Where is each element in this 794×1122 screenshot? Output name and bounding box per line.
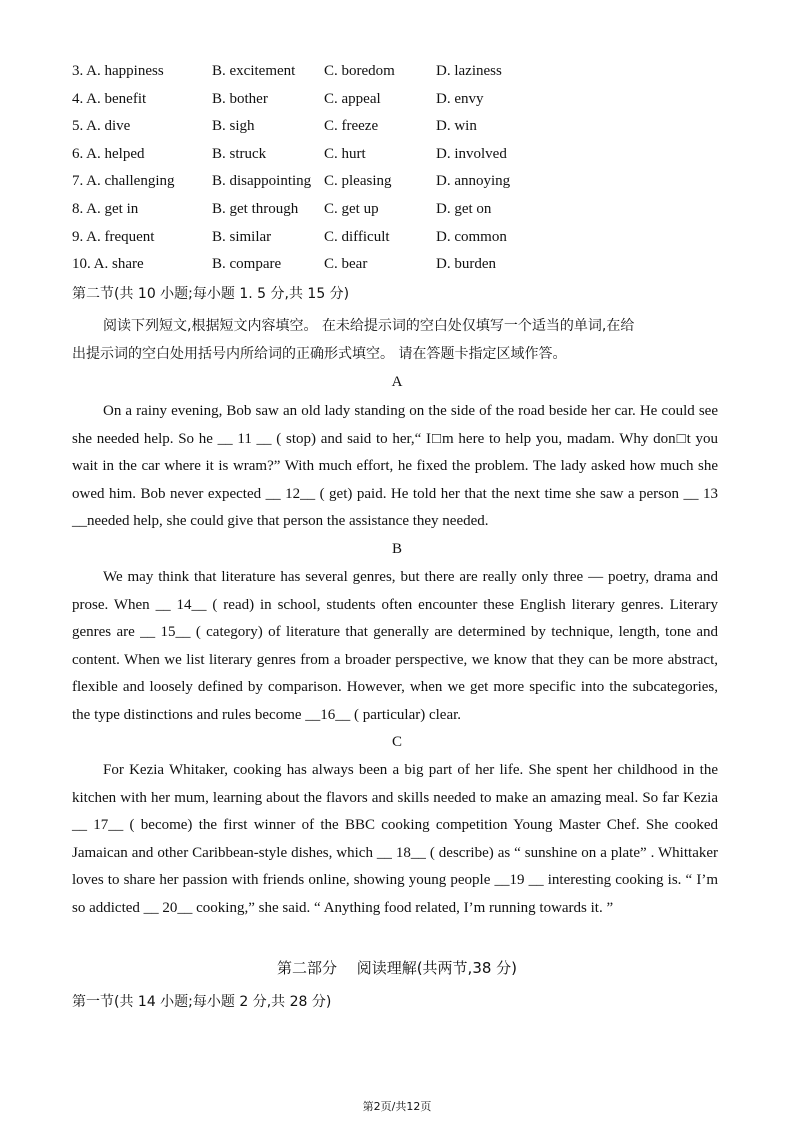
option-a: 5. A. dive	[72, 118, 131, 135]
option-b: B. bother	[212, 90, 268, 107]
passage-b-label: B	[391, 541, 402, 557]
section-header: 第二节(共 10 小题;每小题 1. 5 分,共 15 分)	[72, 286, 350, 302]
page-number: 第2页/共12页	[362, 1100, 432, 1113]
passage-a	[72, 398, 718, 536]
instructions-line-2: 出提示词的空白处用括号内所给词的正确形式填空。 请在答题卡指定区域作答。	[72, 346, 567, 362]
option-a: 10. A. share	[72, 256, 144, 273]
option-c: C. appeal	[324, 90, 381, 107]
option-c: C. difficult	[324, 228, 390, 245]
part-title: 第二部分 阅读理解(共两节,38 分)	[276, 959, 518, 977]
passage-c-label: C	[391, 734, 402, 750]
option-c: C. get up	[324, 200, 379, 217]
option-d: D. involved	[436, 145, 507, 162]
option-d: D. burden	[436, 256, 496, 273]
option-a: 9. A. frequent	[72, 228, 155, 245]
option-d: D. annoying	[436, 173, 511, 190]
option-a: 7. A. challenging	[72, 173, 175, 190]
passage-b	[72, 564, 718, 730]
option-a: 4. A. benefit	[72, 90, 147, 107]
option-d: D. envy	[436, 90, 484, 107]
option-c: C. pleasing	[324, 173, 392, 190]
option-c: C. boredom	[324, 63, 395, 79]
option-c: C. bear	[324, 256, 368, 273]
option-d: D. win	[436, 118, 477, 135]
instructions-line-1: 阅读下列短文,根据短文内容填空。 在未给提示词的空白处仅填写一个适当的单词,在给	[103, 318, 635, 334]
option-b: B. disappointing	[212, 173, 312, 190]
section-header: 第一节(共 14 小题;每小题 2 分,共 28 分)	[72, 994, 332, 1010]
option-c: C. freeze	[324, 118, 379, 135]
passage-c	[72, 757, 718, 923]
passage-b-text: We may think that literature has several genres, but there are really only three — poetry, drama and prose. When __ 14__ ( read) in school, students often encounter these English literary genres. Literary genres are __ 15__ ( category) of literature that generally are determined by technique, length, tone and content. When we list literary genres from a broader perspective, we know that they can be more abstract, flexible and loosely defined by comparison. However, when we get more specific into the subcategories, the type distinctions and rules become __16__ ( particular) clear.	[72, 569, 718, 723]
option-d: D. common	[436, 228, 507, 245]
option-b: B. similar	[212, 228, 272, 245]
passage-c-text: For Kezia Whitaker, cooking has always been a big part of her life. She spent her childhood in the kitchen with her mum, learning about the flavors and skills needed to make an amazing meal. So far Kezia __ 17__ ( become) the first winner of the BBC cooking competition Young Master Chef. She cooked Jamaican and other Caribbean-style dishes, which __ 18__ ( describe) as “ sunshine on a plate” . Whittaker loves to share her passion with friends online, showing young people __19 __ interesting cooking is. “ I’m so addicted __ 20__ cooking,” she said. “ Anything food related, I’m running towards it. ”	[72, 762, 718, 916]
passage-a-text: On a rainy evening, Bob saw an old lady standing on the side of the road beside her car. He could see she needed help. So he __ 11 __ ( stop) and said to her,“ I□m here to help you, madam. Why don□t you wait in the car where it is wram?” With much effort, he fixed the problem. The lady asked how much she owed him. Bob never expected __ 12__ ( get) paid. He told her that the next time she saw a person __ 13 __needed help, she could give that person the assistance they needed.	[72, 403, 718, 530]
option-a: 3. A. happiness	[72, 63, 164, 79]
option-a: 8. A. get in	[72, 200, 139, 217]
option-b: B. sigh	[212, 118, 255, 135]
option-a: 6. A. helped	[72, 145, 145, 162]
option-b: B. struck	[212, 145, 267, 162]
option-b: B. compare	[212, 256, 282, 273]
passage-a-label: A	[391, 374, 403, 390]
option-b: B. excitement	[212, 63, 296, 79]
option-d: D. get on	[436, 200, 492, 217]
option-d: D. laziness	[436, 63, 502, 79]
option-c: C. hurt	[324, 145, 366, 162]
option-b: B. get through	[212, 200, 299, 217]
